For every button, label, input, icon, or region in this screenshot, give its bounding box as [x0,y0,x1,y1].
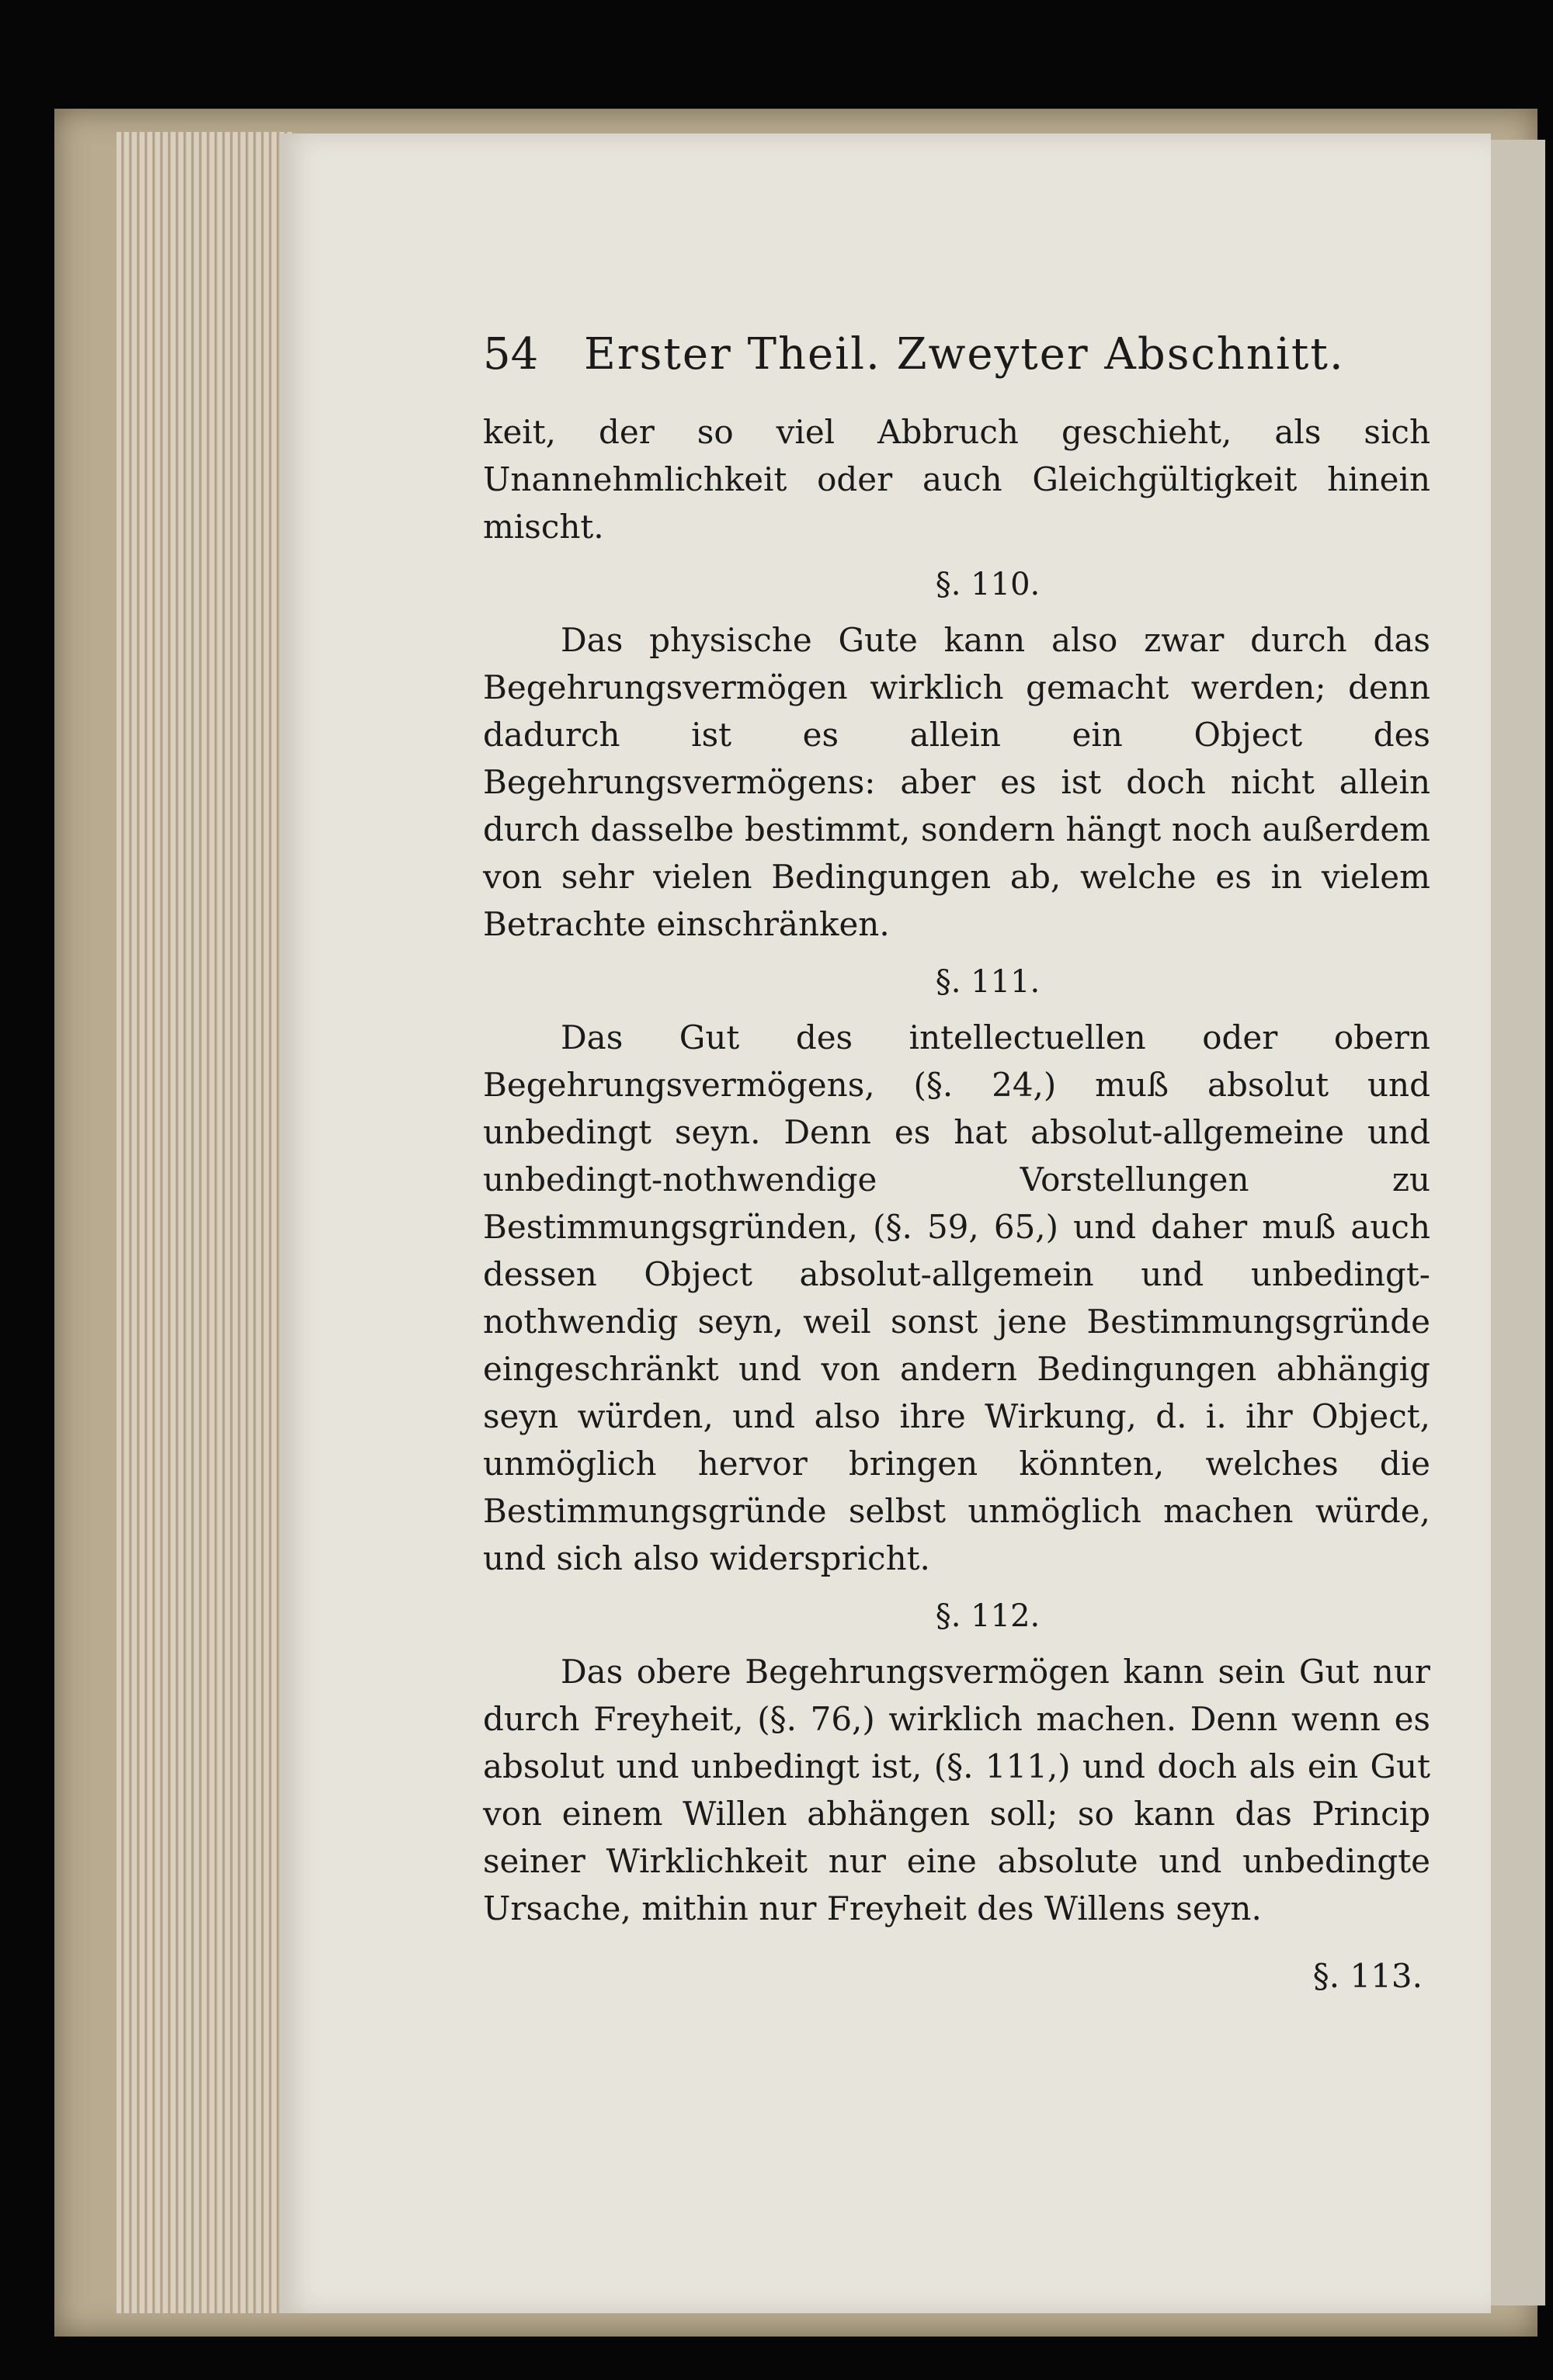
section-text-110: Das physische Gute kann also zwar durch das Begehrungsvermögen wirklich gemacht werden; denn dadurch ist es allein ein Object des Begehrungsvermögens: aber es ist doch nicht allein durch dasselbe bestimmt, sondern hängt noch außerdem von sehr vielen Bedingungen ab, welche es in vielem Betrachte einschränken. [483,621,1430,943]
page-edges [116,132,295,2313]
section-text-111: Das Gut des intellectuellen oder obern Begehrungsvermögens, (§. 24,) muß absolut und unbedingt seyn. Denn es hat absolut-allgemeine und unbedingt-nothwendige Vorstellungen zu Bestimmungsgründen, (§. 59, 65,) und daher muß auch dessen Object absolut-allgemein und unbedingt-nothwendig seyn, weil sonst jene Bestimmungsgründe eingeschränkt und von andern Bedingungen abhängig seyn würden, und also ihre Wirkung, d. i. ihr Object, unmöglich hervor bringen könnten, welches die Bestimmungsgründe selbst unmöglich machen würde, und sich also widerspricht. [483,1018,1430,1577]
book-page [280,134,1491,2313]
intro-paragraph: keit, der so viel Abbruch geschieht, als sich Unannehmlichkeit oder auch Gleichgültigkeit hinein mischt. [483,413,1430,546]
page-number: 54 [483,329,539,380]
section-heading-111: §. 111. [935,964,1041,1000]
page-header [483,328,1430,382]
facing-page-edge [1491,140,1545,2305]
page-text [483,328,1430,2000]
section-heading-112: §. 112. [935,1598,1041,1634]
section-heading-110: §. 110. [935,567,1041,602]
running-head: Erster Theil. Zweyter Abschnitt. [584,329,1345,380]
catchword: §. 113. [1312,1957,1423,1995]
section-text-112: Das obere Begehrungsvermögen kann sein Gut nur durch Freyheit, (§. 76,) wirklich machen. Denn wenn es absolut und unbedingt ist, (§. 111,) und doch als ein Gut von einem Willen abhängen soll; so kann das Princip seiner Wirklichkeit nur eine absolute und unbedingte Ursache, mithin nur Freyheit des Willens seyn. [483,1653,1430,1927]
